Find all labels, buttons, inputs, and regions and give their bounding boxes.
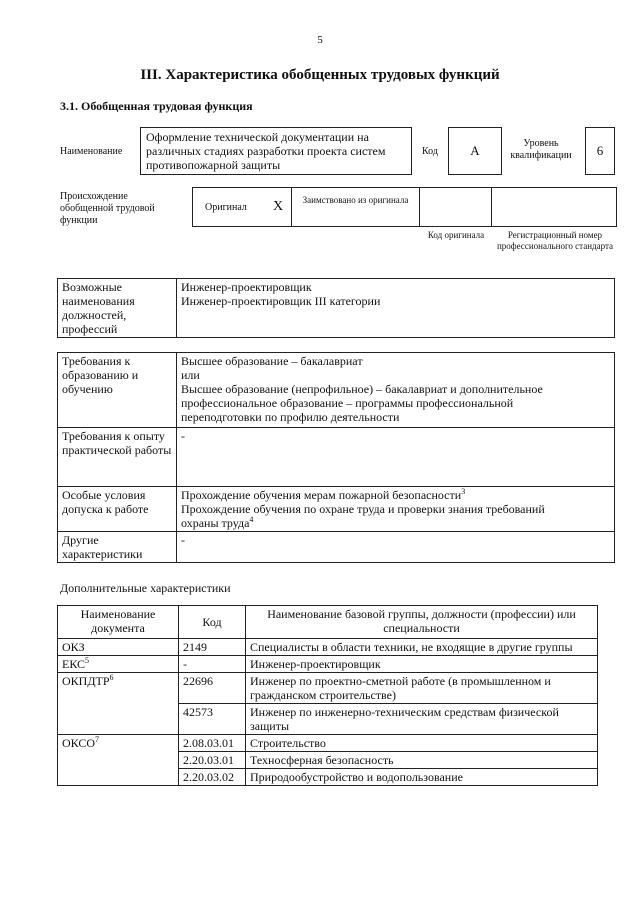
admission-line: [181, 502, 610, 516]
section-title: III. Характеристика обобщенных трудовых функций: [140, 67, 500, 83]
footnote-mark: 3: [461, 487, 466, 496]
page-number: 5: [317, 34, 323, 46]
experience-label: Требования к опыту практической работы: [58, 428, 177, 487]
table-row: [58, 353, 615, 428]
reg-number-cell: [491, 187, 617, 227]
admission-text: Прохождение обучения по охране труда и проверки знания требований: [181, 502, 545, 516]
footnote-mark: 6: [109, 673, 114, 682]
header-doc: Наименование документа: [58, 606, 179, 639]
borrowed-cell: [291, 187, 420, 227]
education-line: переподготовки по профилю деятельности: [181, 410, 400, 424]
level-value: 6: [596, 143, 604, 158]
admission-values: [177, 487, 615, 532]
table-row: [58, 735, 598, 752]
level-box: [585, 127, 615, 175]
name-label: Наименование: [60, 146, 123, 157]
other-label: Другие характеристики: [58, 532, 177, 563]
header-code: Код: [179, 606, 246, 639]
borrowed-label: Заимствовано из оригинала: [302, 195, 409, 205]
code-value: А: [470, 143, 480, 158]
position-value: Инженер-проектировщик III категории: [181, 294, 381, 308]
education-label: Требования к образованию и обучению: [58, 353, 177, 428]
original-label: Оригинал: [205, 202, 247, 213]
footnote-mark: 7: [95, 735, 100, 744]
table-row: [58, 673, 598, 704]
table-row: [58, 487, 615, 532]
positions-table: [57, 278, 615, 338]
additional-table: [57, 605, 598, 786]
name-cell: Инженер по проектно-сметной работе (в промышленном и гражданском строительстве): [246, 673, 598, 704]
header-name: Наименование базовой группы, должности (профессии) или специальности: [246, 606, 598, 639]
admission-text: Прохождение обучения мерам пожарной безопасности: [181, 488, 462, 502]
code-original-cell: [419, 187, 492, 227]
table-row: [58, 656, 598, 673]
additional-title: Дополнительные характеристики: [60, 581, 231, 595]
doc-name: ОКЗ: [62, 640, 85, 654]
code-cell: 2149: [179, 639, 246, 656]
table-row: [58, 428, 615, 487]
code-cell: 2.20.03.01: [179, 752, 246, 769]
doc-cell: [58, 735, 179, 786]
table-row: [58, 639, 598, 656]
original-cell: [192, 187, 292, 227]
positions-label: Возможные наименования должностей, профессий: [58, 279, 177, 338]
code-cell: 2.08.03.01: [179, 735, 246, 752]
admission-line: [181, 488, 610, 502]
code-cell: 22696: [179, 673, 246, 704]
code-cell: 2.20.03.02: [179, 769, 246, 786]
doc-name: ОКПДТР: [62, 674, 110, 688]
doc-cell: [58, 656, 179, 673]
education-line: Высшее образование – бакалавриат: [181, 354, 363, 368]
education-line: профессиональное образование – программы профессиональной: [181, 396, 514, 410]
origin-label: Происхождение обобщенной трудовой функции: [60, 191, 155, 226]
name-value: Оформление технической документации на различных стадиях разработки проекта систем противопожарной защиты: [146, 130, 386, 172]
code-original-caption: Код оригинала: [427, 230, 485, 240]
admission-line: [181, 516, 610, 530]
code-cell: 42573: [179, 704, 246, 735]
requirements-table: [57, 352, 615, 563]
name-box: [140, 127, 412, 175]
doc-name: ЕКС: [62, 657, 86, 671]
education-values: [177, 353, 615, 428]
experience-value: -: [177, 428, 615, 487]
other-value: -: [177, 532, 615, 563]
table-row: [58, 606, 598, 639]
position-value: Инженер-проектировщик: [181, 280, 312, 294]
name-cell: Строительство: [246, 735, 598, 752]
reg-number-caption: Регистрационный номер профессионального стандарта: [496, 230, 614, 251]
footnote-mark: 4: [249, 515, 254, 524]
code-box: [448, 127, 502, 175]
level-label: Уровень квалификации: [510, 138, 572, 161]
name-cell: Инженер по инженерно-техническим средствам физической защиты: [246, 704, 598, 735]
original-mark: X: [273, 199, 284, 214]
education-line: или: [181, 368, 200, 382]
doc-cell: [58, 639, 179, 656]
code-cell: -: [179, 656, 246, 673]
code-label: Код: [422, 146, 438, 157]
name-cell: Техносферная безопасность: [246, 752, 598, 769]
doc-name: ОКСО: [62, 736, 96, 750]
admission-label: Особые условия допуска к работе: [58, 487, 177, 532]
footnote-mark: 5: [85, 656, 90, 665]
admission-text: охраны труда: [181, 516, 250, 530]
name-cell: Инженер-проектировщик: [246, 656, 598, 673]
doc-cell: [58, 673, 179, 735]
name-cell: Специалисты в области техники, не входящие в другие группы: [246, 639, 598, 656]
name-cell: Природообустройство и водопользование: [246, 769, 598, 786]
education-line: Высшее образование (непрофильное) – бакалавриат и дополнительное: [181, 382, 543, 396]
table-row: [58, 279, 615, 338]
subsection-title: 3.1. Обобщенная трудовая функция: [60, 99, 253, 113]
table-row: [58, 532, 615, 563]
positions-values: [177, 279, 615, 338]
